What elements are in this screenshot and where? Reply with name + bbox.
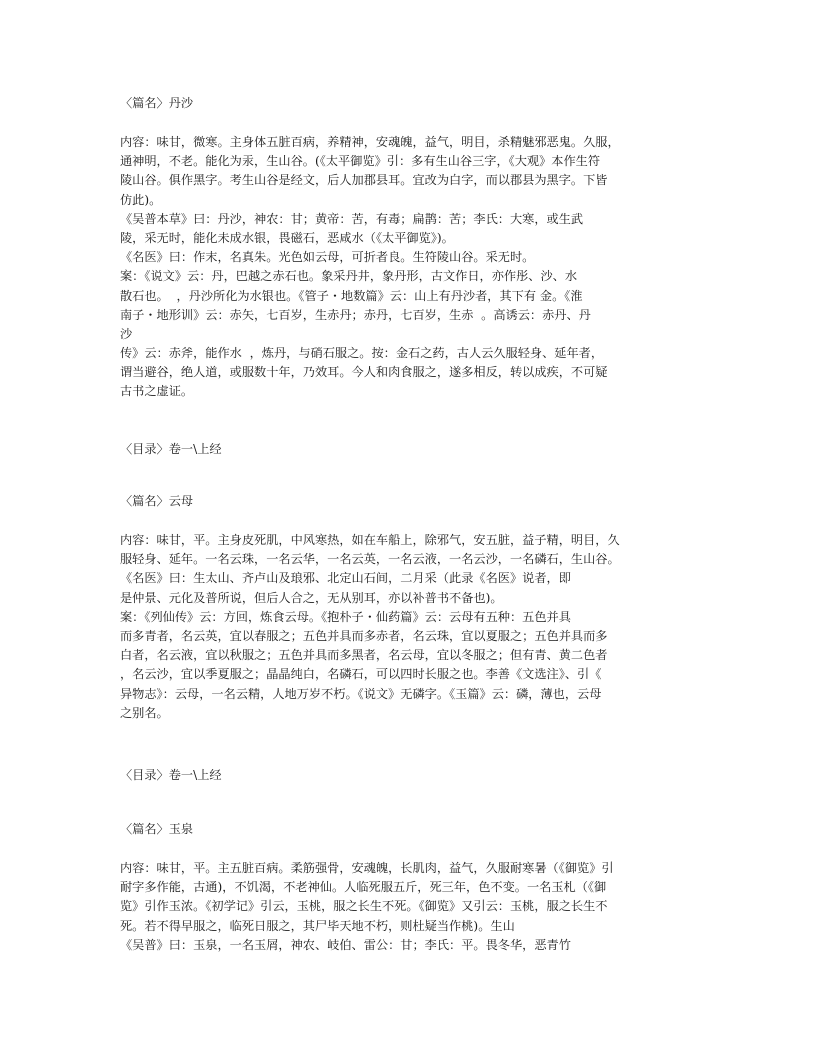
entry-title: 〈篇名〉云母	[120, 494, 194, 508]
entry-yunmu	[120, 492, 700, 720]
text-line: 内容：味甘，平。主五脏百病。柔筋强骨，安魂魄，长肌肉，益气，久服耐寒暑（《御览》引	[120, 861, 614, 875]
text-line: 死。若不得早服之，临死日服之，其尸毕天地不朽，则杜疑当作桃)。生山	[120, 918, 515, 933]
text-line: 谓当避谷，绝人道，或服数十年，乃效耳。今人和肉食服之，遂多相反，转以成疾，不可疑	[120, 365, 608, 380]
text-line: 内容：味甘，微寒。主身体五脏百病，养精神，安魂魄，益气，明目，杀精魅邪恶鬼。久服，	[120, 135, 620, 149]
entry-yuquan	[120, 820, 700, 952]
text-line: 异物志》：云母，一名云精，人地万岁不朽。《说文》无磷字。《玉篇》云：磷，薄也，云母	[120, 686, 602, 701]
text-line: 案：《列仙传》云：方回，炼食云母。《抱朴子・仙药篇》云：云母有五种：五色并具	[120, 609, 571, 624]
catalog-heading	[120, 766, 700, 785]
text-line: 览》引作玉浓。《初学记》引云，玉桃，服之长生不死。《御览》又引云：玉桃，服之长生不	[120, 899, 608, 914]
text-line: 而多青者，名云英，宜以春服之；五色并具而多赤者，名云珠，宜以夏服之；五色并具而多	[120, 628, 608, 643]
entry-title: 〈篇名〉丹沙	[120, 96, 194, 110]
entry-body	[120, 133, 620, 402]
text-line: 《吴普本草》曰：丹沙，神农：甘；黄帝：苦，有毒；扁鹊：苦；李氏：大寒，或生武	[120, 211, 584, 226]
text-line: 陵山谷。俱作黑字。考生山谷是经文，后人加郡县耳。宜改为白字，而以郡县为黑字。下皆	[120, 173, 608, 188]
text-line: 《吴普》曰：玉泉，一名玉屑，神农、岐伯、雷公：甘；李氏：平。畏冬华，恶青竹	[120, 937, 571, 952]
text-line: 内容：味甘，平。主身皮死肌，中风寒热，如在车船上，除邪气，安五脏，益子精，明目，久	[120, 533, 620, 547]
catalog-heading	[120, 440, 700, 459]
text-line: 白者，名云液，宜以秋服之；五色并具而多黑者，名云母，宜以冬服之；但有青、黄二色者	[120, 648, 608, 663]
entry-body	[120, 859, 614, 955]
text-line: 散石也。 ，丹沙所化为水银也。《管子・地数篇》云：山上有丹沙者，其下有 金。《淮	[120, 288, 583, 303]
text-line: 南子・地形训》云：赤矢，七百岁，生赤丹；赤丹，七百岁，生赤 。高诱云：赤丹、丹	[120, 307, 591, 322]
text-line: 耐字多作能，古通)，不饥渴，不老神仙。人临死服五斤，死三年，色不变。一名玉札（《御	[120, 880, 607, 895]
text-line: 通神明，不老。能化为汞，生山谷。(《太平御览》引：多有生山谷三字，《大观》本作生符	[120, 154, 601, 169]
text-line: 之别名。	[120, 705, 169, 720]
text-line: 《名医》曰：生太山、齐卢山及琅邪、北定山石间，二月采（此录《名医》说者，即	[120, 571, 571, 586]
text-line: 沙	[120, 326, 133, 341]
text-line: 陵，采无时，能化未成水银，畏磁石，恶咸水（《太平御览》)。	[120, 230, 454, 245]
text-line: 《名医》曰：作末，名真朱。光色如云母，可折者良。生符陵山谷。采无时。	[120, 250, 535, 265]
text-line: 是仲景、元化及普所说，但后人合之，无从别耳，亦以补普书不备也)。	[120, 590, 503, 605]
text-line: 服轻身、延年。一名云珠，一名云华，一名云英，一名云液，一名云沙，一名磷石，生山谷。	[120, 552, 620, 567]
text-line: 仿此)。	[120, 192, 162, 207]
text-line: 案：《说文》云：丹，巴越之赤石也。象采丹井，象丹形，古文作日，亦作彤、沙、水	[120, 269, 578, 284]
catalog-title: 〈目录〉卷一\上经	[120, 768, 222, 782]
text-line: ，名云沙，宜以季夏服之；晶晶纯白，名磷石，可以四时长服之也。李善《文选注》、引《	[120, 667, 602, 682]
text-line: 传》云：赤斧，能作水 ，炼丹，与硝石服之。按：金石之药，古人云久服轻身、延年者，	[120, 346, 604, 361]
text-line: 古书之虚证。	[120, 384, 194, 399]
entry-title: 〈篇名〉玉泉	[120, 822, 194, 836]
entry-dansha	[120, 94, 700, 399]
catalog-title: 〈目录〉卷一\上经	[120, 442, 222, 456]
entry-body	[120, 531, 620, 723]
